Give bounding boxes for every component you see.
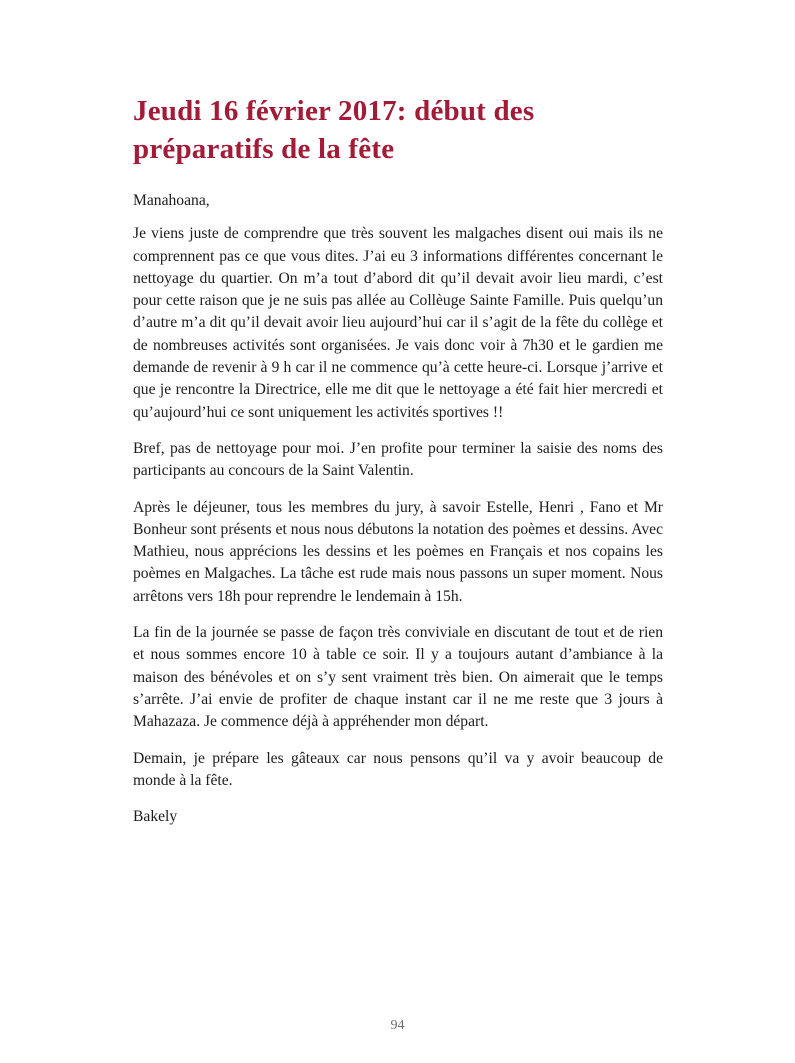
body-paragraph: Je viens juste de comprendre que très souvent les malgaches disent oui mais ils ne comprennent pas ce que vous dites. J’ai eu 3 informations différentes concernant le nettoyage du quartier. On m’a tout d’abord dit qu’il devait avoir lieu mardi, c’est pour cette raison que je ne suis pas allée au Collèuge Sainte Famille. Puis quelqu’un d’autre m’a dit qu’il devait avoir lieu aujourd’hui car il s’agit de la fête du collège et de nombreuses activités sont organisées. Je vais donc voir à 7h30 et le gardien me demande de revenir à 9 h car il ne commence qu’à cette heure-ci. Lorsque j’arrive et que je rencontre la Directrice, elle me dit que le nettoyage a été fait hier mercredi et qu’aujourd’hui ce sont uniquement les activités sportives !!	[133, 225, 663, 421]
greeting-text: Manahoana,	[133, 192, 210, 209]
body-paragraph: Bref, pas de nettoyage pour moi. J’en profite pour terminer la saisie des noms des participants au concours de la Saint Valentin.	[133, 439, 663, 480]
article-content	[133, 92, 663, 828]
body-paragraph: Après le déjeuner, tous les membres du jury, à savoir Estelle, Henri , Fano et Mr Bonheur sont présents et nous nous débutons la notation des poèmes et dessins. Avec Mathieu, nous apprécions les dessins et les poèmes en Français et nos copains les poèmes en Malgaches. La tâche est rude mais nous passons un super moment. Nous arrêtons vers 18h pour reprendre le lendemain à 15h.	[133, 498, 663, 605]
body-paragraph: Demain, je prépare les gâteaux car nous pensons qu’il va y avoir beaucoup de monde à la fête.	[133, 749, 663, 789]
body-paragraph: La fin de la journée se passe de façon très conviviale en discutant de tout et de rien et nous sommes encore 10 à table ce soir. Il y a toujours autant d’ambiance à la maison des bénévoles et on s’y sent vraiment très bien. On aimerait que le temps s’arrête. J’ai envie de profiter de chaque instant car il ne me reste que 3 jours à Mahazaza. Je commence déjà à appréhender mon départ.	[133, 624, 663, 731]
signature-text: Bakely	[133, 808, 178, 826]
page-title: Jeudi 16 février 2017: début des préparatifs de la fête	[133, 95, 535, 165]
page-number: 94	[390, 1018, 405, 1033]
